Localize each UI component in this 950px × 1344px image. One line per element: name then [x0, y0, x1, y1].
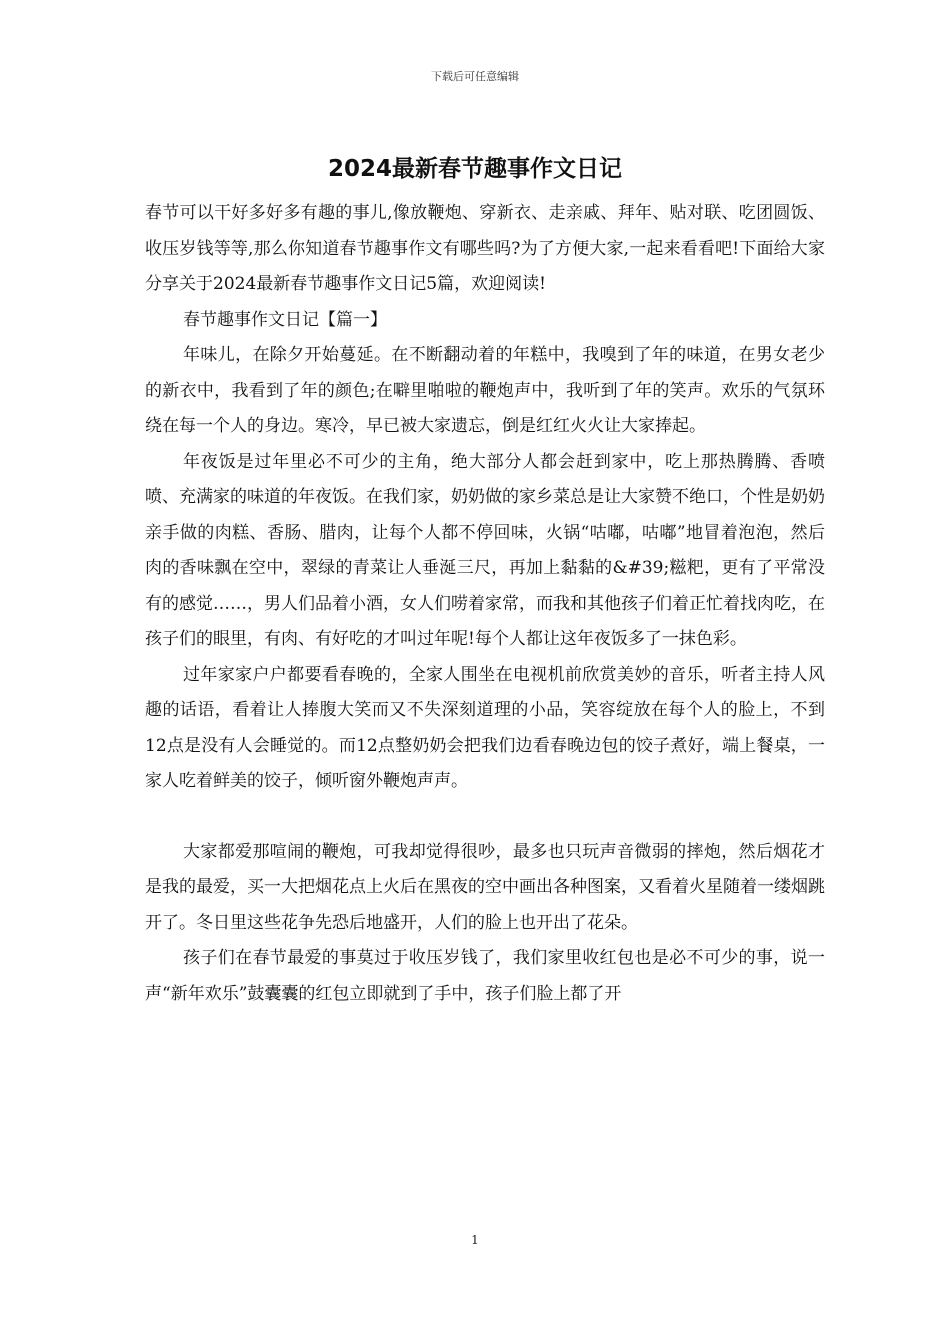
section-heading: 春节趣事作文日记【篇一】 — [183, 309, 387, 330]
document-body — [145, 196, 825, 1012]
page-number: 1 — [471, 1233, 479, 1247]
body-paragraph: 过年家家户户都要看春晚的，全家人围坐在电视机前欣赏美妙的音乐，听者主持人风趣的话语，看着让人捧腹大笑而又不失深刻道理的小品，笑容绽放在每个人的脸上，不到12点是没有人会睡觉的。而12点整奶奶会把我们边看春晚边包的饺子煮好，端上餐桌，一家人吃着鲜美的饺子，倾听窗外鞭炮声声。 — [145, 664, 825, 791]
document-title: 2024最新春节趣事作文日记 — [327, 156, 622, 182]
body-paragraph: 年味儿，在除夕开始蔓延。在不断翻动着的年糕中，我嗅到了年的味道，在男女老少的新衣中，我看到了年的颜色;在噼里啪啦的鞭炮声中，我听到了年的笑声。欢乐的气氛环绕在每一个人的身边。寒冷，早已被大家遗忘，倒是红红火火让大家捧起。 — [145, 345, 825, 436]
intro-paragraph: 春节可以干好多好多有趣的事儿,像放鞭炮、穿新衣、走亲戚、拜年、贴对联、吃团圆饭、收压岁钱等等,那么你知道春节趣事作文有哪些吗?为了方便大家,一起来看看吧!下面给大家分享关于2024最新春节趣事作文日记5篇，欢迎阅读! — [145, 203, 825, 294]
body-paragraph: 年夜饭是过年里必不可少的主角，绝大部分人都会赶到家中，吃上那热腾腾、香喷喷、充满家的味道的年夜饭。在我们家，奶奶做的家乡菜总是让大家赞不绝口，个性是奶奶亲手做的肉糕、香肠、腊肉，让每个人都不停回味，火锅“咕嘟，咕嘟”地冒着泡泡，然后肉的香味飘在空中，翠绿的青菜让人垂涎三尺，再加上黏黏的&#39;糍粑，更有了平常没有的感觉……，男人们品着小酒，女人们唠着家常，而我和其他孩子们着正忙着找肉吃，在孩子们的眼里，有肉、有好吃的才叫过年呢!每个人都让这年夜饭多了一抹色彩。 — [145, 451, 825, 649]
body-paragraph: 孩子们在春节最爱的事莫过于收压岁钱了，我们家里收红包也是必不可少的事，说一声“新年欢乐”鼓囊囊的红包立即就到了手中，孩子们脸上都了开 — [145, 948, 825, 1004]
header-note: 下载后可任意编辑 — [431, 70, 519, 83]
body-paragraph: 大家都爱那喧闹的鞭炮，可我却觉得很吵，最多也只玩声音微弱的摔炮，然后烟花才是我的最爱，买一大把烟花点上火后在黑夜的空中画出各种图案，又看着火星随着一缕烟跳开了。冬日里这些花争先恐后地盛开，人们的脸上也开出了花朵。 — [145, 841, 825, 933]
